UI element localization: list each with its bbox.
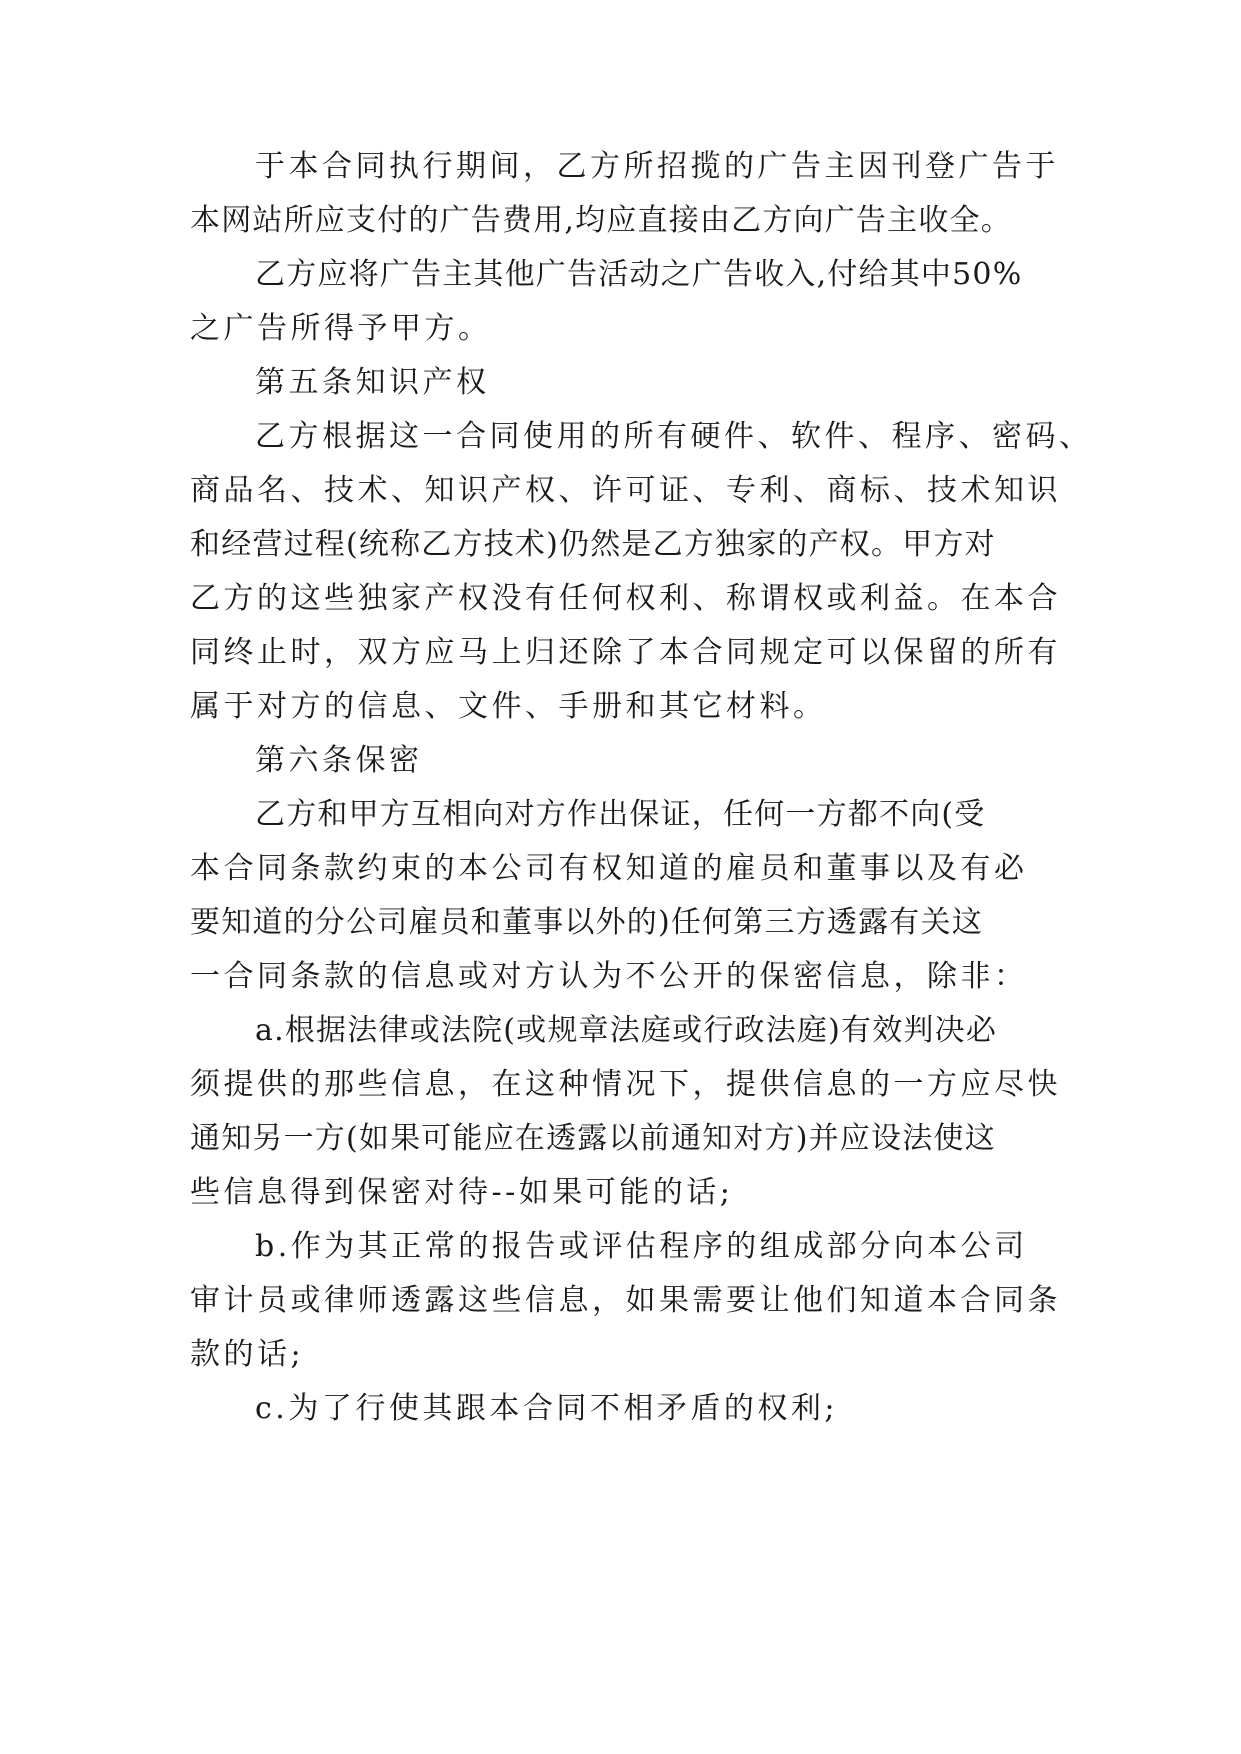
text-line-13: 乙方和甲方互相向对方作出保证，任何一方都不向(受 (255, 797, 986, 832)
text-line-4: 之广告所得予甲方。 (190, 311, 492, 346)
text-line-1: 于本合同执行期间，乙方所招揽的广告主因刊登广告于 (255, 149, 1059, 184)
text-line-10: 同终止时，双方应马上归还除了本合同规定可以保留的所有 (190, 635, 1061, 670)
text-line-24: c.为了行使其跟本合同不相矛盾的权利; (255, 1391, 838, 1426)
text-line-8: 和经营过程(统称乙方技术)仍然是乙方独家的产权。甲方对 (190, 527, 996, 562)
text-line-19: 通知另一方(如果可能应在透露以前通知对方)并应设法使这 (190, 1121, 996, 1156)
text-line-2: 本网站所应支付的广告费用,均应直接由乙方向广告主收全。 (190, 203, 1012, 238)
text-line-6: 乙方根据这一合同使用的所有硬件、软件、程序、密码、 (255, 419, 1093, 454)
section-heading-5: 第五条知识产权 (255, 365, 490, 400)
text-line-9: 乙方的这些独家产权没有任何权利、称谓权或利益。在本合 (190, 581, 1061, 616)
text-line-20: 些信息得到保密对待--如果可能的话; (190, 1175, 734, 1210)
text-line-23: 款的话; (190, 1337, 305, 1372)
section-heading-6: 第六条保密 (255, 743, 423, 778)
text-line-11: 属于对方的信息、文件、手册和其它材料。 (190, 689, 827, 724)
text-line-3: 乙方应将广告主其他广告活动之广告收入,付给其中50% (255, 257, 1023, 292)
text-line-14: 本合同条款约束的本公司有权知道的雇员和董事以及有必 (190, 851, 1028, 886)
text-line-7: 商品名、技术、知识产权、许可证、专利、商标、技术知识 (190, 473, 1061, 508)
text-line-16: 一合同条款的信息或对方认为不公开的保密信息，除非： (190, 959, 1028, 994)
text-line-21: b.作为其正常的报告或评估程序的组成部分向本公司 (255, 1229, 1028, 1264)
text-line-22: 审计员或律师透露这些信息，如果需要让他们知道本合同条 (190, 1283, 1061, 1318)
text-line-18: 须提供的那些信息，在这种情况下，提供信息的一方应尽快 (190, 1067, 1061, 1102)
text-line-15: 要知道的分公司雇员和董事以外的)任何第三方透露有关这 (190, 905, 983, 940)
text-line-17: a.根据法律或法院(或规章法庭或行政法庭)有效判决必 (255, 1013, 998, 1048)
